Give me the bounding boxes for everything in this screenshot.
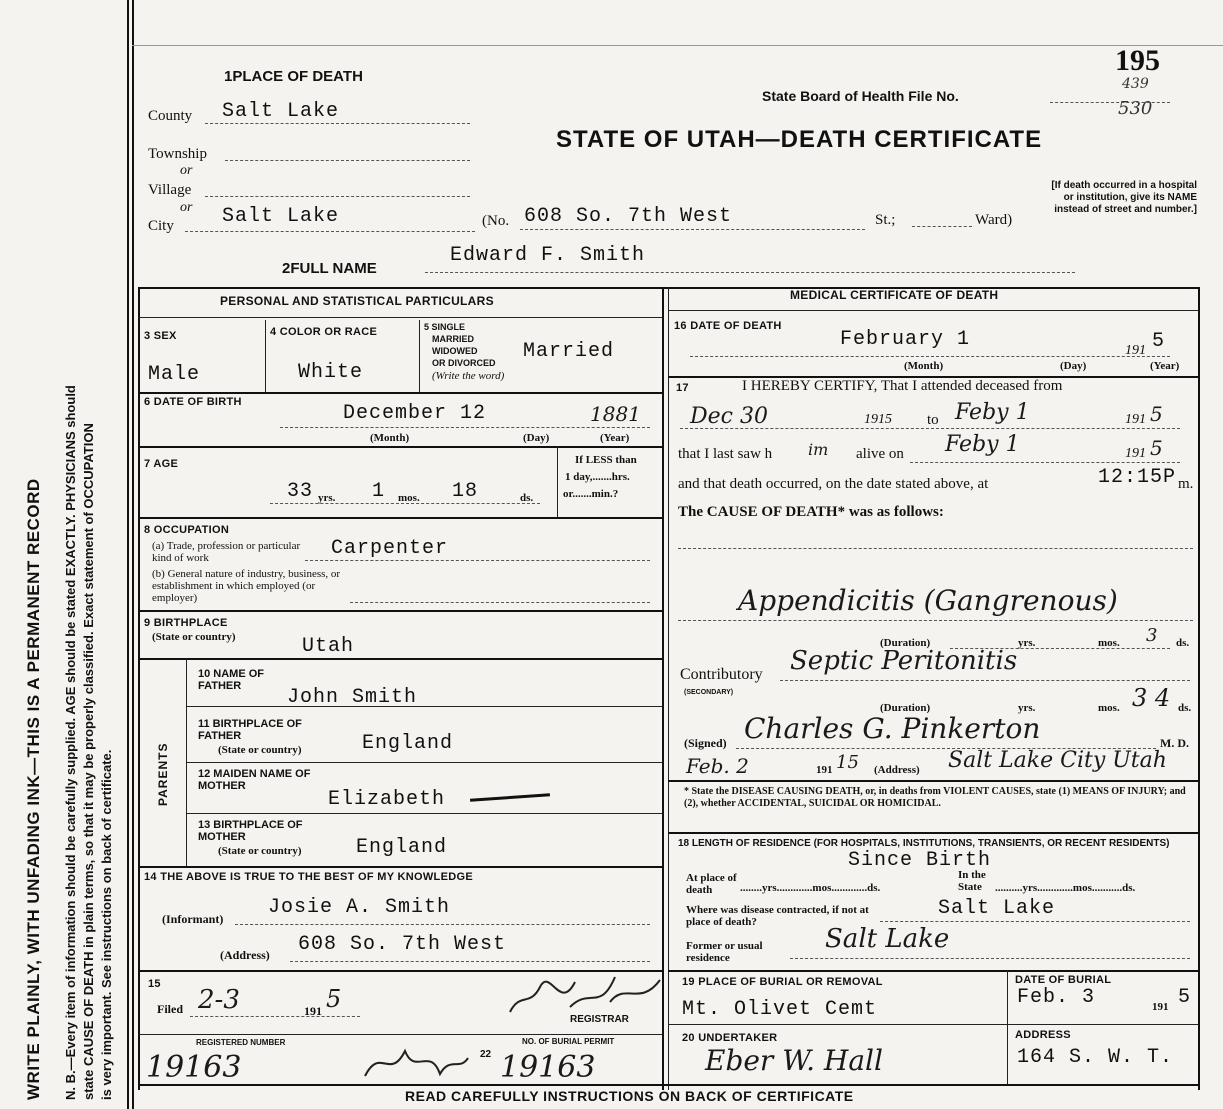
marital-label-1: 5 SINGLE bbox=[424, 322, 466, 332]
doctor-address-value: Salt Lake City Utah bbox=[948, 748, 1167, 773]
marital-label-3: WIDOWED bbox=[432, 346, 478, 356]
burial-permit-label: NO. OF BURIAL PERMIT bbox=[522, 1037, 615, 1046]
registered-number-label: REGISTERED NUMBER bbox=[196, 1038, 286, 1047]
registered-number-value: 19163 bbox=[146, 1050, 242, 1085]
dob-value: December 12 bbox=[343, 402, 487, 425]
former-residence-value: Salt Lake bbox=[825, 924, 950, 954]
attended-from: Dec 30 bbox=[690, 404, 768, 429]
signed-date: Feb. 2 bbox=[686, 754, 749, 778]
dob-year-note: (Year) bbox=[600, 432, 630, 444]
age-yrs-label: yrs. bbox=[318, 492, 336, 504]
duration2-days: 3 4 bbox=[1132, 684, 1171, 712]
ds-label-1: ds. bbox=[1176, 637, 1190, 649]
at-place-units: ........yrs.............mos.............ds. bbox=[740, 882, 881, 894]
secondary-label: (SECONDARY) bbox=[684, 689, 734, 696]
signed-value: Charles G. Pinkerton bbox=[744, 712, 1041, 745]
burial-date-value: Feb. 3 bbox=[1017, 986, 1096, 1009]
duration1-days: 3 bbox=[1146, 625, 1158, 646]
ds-label-2: ds. bbox=[1178, 702, 1192, 714]
less-than-3: or.......min.? bbox=[563, 488, 619, 500]
burial-place-value: Mt. Olivet Cemt bbox=[682, 998, 878, 1021]
mother-value: Elizabeth bbox=[328, 788, 446, 811]
personal-heading: PERSONAL AND STATISTICAL PARTICULARS bbox=[220, 294, 494, 308]
certificate-title: STATE OF UTAH—DEATH CERTIFICATE bbox=[556, 126, 1043, 153]
dob-label: 6 DATE OF BIRTH bbox=[144, 396, 242, 408]
marital-value: Married bbox=[523, 340, 615, 363]
margin-warning: WRITE PLAINLY, WITH UNFADING INK—THIS IS A PERMANENT RECORD bbox=[24, 478, 43, 1100]
age-mos-label: mos. bbox=[398, 492, 420, 504]
sex-label: 3 SEX bbox=[144, 330, 177, 342]
birthplace-sub: (State or country) bbox=[152, 631, 236, 643]
mother-bp-value: England bbox=[356, 836, 448, 859]
informant-label: (Informant) bbox=[162, 912, 224, 926]
residence-label: 18 LENGTH OF RESIDENCE (FOR HOSPITALS, INSTITUTIONS, TRANSIENTS, OR RECENT RESIDENTS) bbox=[678, 838, 1170, 849]
full-name-label: 2FULL NAME bbox=[282, 260, 377, 277]
last-saw-pronoun: im bbox=[808, 440, 829, 459]
file-number: 195 bbox=[1115, 44, 1160, 77]
contributory-label: Contributory bbox=[680, 666, 763, 683]
dod-year-label: 191 bbox=[1125, 343, 1146, 358]
dob-month-note: (Month) bbox=[370, 432, 410, 444]
address-label: (Address) bbox=[220, 948, 270, 962]
dob-day-note: (Day) bbox=[523, 432, 550, 444]
frame-left-double bbox=[127, 0, 129, 1109]
hospital-note: [If death occurred in a hospital or institution, give its NAME instead of street and number.] bbox=[1051, 180, 1197, 215]
where-contracted-value: Salt Lake bbox=[938, 897, 1056, 920]
filed-year: 5 bbox=[326, 985, 342, 1013]
marital-note: (Write the word) bbox=[432, 370, 505, 382]
burial-place-label: 19 PLACE OF BURIAL OR REMOVAL bbox=[682, 976, 883, 988]
father-bp-value: England bbox=[362, 732, 454, 755]
father-value: John Smith bbox=[287, 686, 418, 709]
certify-number: 17 bbox=[676, 382, 689, 394]
registered-scribble bbox=[360, 1036, 470, 1086]
medical-heading: MEDICAL CERTIFICATE OF DEATH bbox=[790, 288, 999, 302]
margin-note-2: state CAUSE OF DEATH in plain terms, so that it may be properly classified. Exact statement of OCCUPATION bbox=[81, 423, 96, 1100]
registrar-label: REGISTRAR bbox=[570, 1014, 629, 1025]
doctor-address-label: (Address) bbox=[874, 764, 920, 776]
dod-year: 5 bbox=[1152, 330, 1166, 353]
informant-value: Josie A. Smith bbox=[268, 896, 451, 919]
street-value: 608 So. 7th West bbox=[524, 205, 733, 228]
less-than-1: If LESS than bbox=[575, 454, 637, 466]
duration-label-1: (Duration) bbox=[880, 637, 931, 649]
mother-label: 12 MAIDEN NAME OF MOTHER bbox=[198, 768, 311, 792]
top-rule bbox=[132, 45, 1223, 46]
attended-from-year: 1915 bbox=[864, 412, 892, 427]
father-bp-label: 11 BIRTHPLACE OF FATHER bbox=[198, 718, 302, 742]
age-ds-label: ds. bbox=[520, 492, 534, 504]
signed-label: (Signed) bbox=[684, 736, 727, 750]
signed-year-label: 191 bbox=[816, 764, 833, 776]
mother-bp-sub: (State or country) bbox=[218, 845, 302, 857]
age-years: 33 bbox=[287, 480, 314, 503]
cause-value: Appendicitis (Gangrenous) bbox=[738, 584, 1118, 617]
burial-year-label: 191 bbox=[1152, 1001, 1169, 1013]
cause-label: The CAUSE OF DEATH* was as follows: bbox=[678, 504, 944, 520]
occupation-value: Carpenter bbox=[331, 537, 449, 560]
dod-day-note: (Day) bbox=[1060, 360, 1087, 372]
alive-on-value: Feby 1 bbox=[945, 432, 1020, 457]
yrs-label-1: yrs. bbox=[1018, 637, 1036, 649]
street-no-label: (No. bbox=[482, 213, 510, 229]
frame-left-double-2 bbox=[132, 0, 134, 1109]
occupation-a-note: (a) Trade, profession or particular kind of work bbox=[152, 540, 301, 564]
death-occurred-label: and that death occurred, on the date stated above, at bbox=[678, 476, 989, 492]
or-2: or bbox=[180, 200, 193, 215]
age-days: 18 bbox=[452, 480, 479, 503]
place-heading: 1PLACE OF DEATH bbox=[224, 68, 363, 85]
or-1: or bbox=[180, 163, 193, 178]
undertaker-value: Eber W. Hall bbox=[705, 1044, 883, 1077]
filed-value: 2-3 bbox=[198, 985, 240, 1015]
filed-number: 15 bbox=[148, 978, 161, 990]
former-residence-label: Former or usual residence bbox=[686, 940, 763, 964]
city-label: City bbox=[148, 218, 174, 234]
yrs-label-2: yrs. bbox=[1018, 702, 1036, 714]
duration-label-2: (Duration) bbox=[880, 702, 931, 714]
race-label: 4 COLOR OR RACE bbox=[270, 326, 378, 338]
burial-date-label: DATE OF BURIAL bbox=[1015, 974, 1112, 986]
burial-year: 5 bbox=[1178, 986, 1192, 1009]
where-contracted-label: Where was disease contracted, if not at place of death? bbox=[686, 904, 869, 928]
filed-year-label: 191 bbox=[304, 1004, 322, 1018]
contributory-value: Septic Peritonitis bbox=[790, 646, 1018, 676]
marital-label-2: MARRIED bbox=[432, 334, 474, 344]
residence-value: Since Birth bbox=[848, 849, 992, 872]
father-label: 10 NAME OF FATHER bbox=[198, 668, 265, 692]
grid-middle bbox=[662, 287, 664, 1090]
occupation-label: 8 OCCUPATION bbox=[144, 524, 230, 536]
alive-year: 5 bbox=[1150, 436, 1163, 460]
at-place-label: At place of death bbox=[686, 872, 737, 896]
mos-label-1: mos. bbox=[1098, 637, 1120, 649]
village-label: Village bbox=[148, 182, 192, 198]
alive-on-label: alive on bbox=[856, 446, 904, 462]
margin-note-1: N. B.—Every item of information should be carefully supplied. AGE should be stated EXACTLY. PHYSICIANS should bbox=[63, 385, 78, 1100]
filed-label: Filed bbox=[157, 1002, 183, 1016]
attended-to: Feby 1 bbox=[955, 400, 1030, 425]
death-time: 12:15P bbox=[1098, 466, 1177, 489]
occupation-b-note: (b) General nature of industry, business, or establishment in which employed (or employer) bbox=[152, 568, 341, 604]
age-months: 1 bbox=[372, 480, 386, 503]
sex-value: Male bbox=[148, 363, 201, 386]
cause-footnote: * State the DISEASE CAUSING DEATH, or, in deaths from VIOLENT CAUSES, state (1) MEANS OF INJURY; and (2), whether ACCIDENTAL, SUICIDAL OR HOMICIDAL. bbox=[684, 786, 1186, 809]
dob-year: 1881 bbox=[590, 402, 641, 426]
in-state-label: In the State bbox=[958, 869, 986, 893]
mos-label-2: mos. bbox=[1098, 702, 1120, 714]
footer-instructions: READ CAREFULLY INSTRUCTIONS ON BACK OF CERTIFICATE bbox=[405, 1088, 854, 1104]
marital-label-4: OR DIVORCED bbox=[432, 358, 496, 368]
death-time-suffix: m. bbox=[1178, 476, 1194, 492]
burial-permit-value: 19163 bbox=[500, 1050, 596, 1085]
county-value: Salt Lake bbox=[222, 100, 340, 123]
dod-year-note: (Year) bbox=[1150, 360, 1180, 372]
certify-text: I HEREBY CERTIFY, That I attended deceased from bbox=[742, 378, 1063, 394]
parents-label: PARENTS bbox=[156, 742, 170, 806]
ward-label: Ward) bbox=[975, 212, 1013, 228]
true-statement: 14 THE ABOVE IS TRUE TO THE BEST OF MY KNOWLEDGE bbox=[144, 871, 473, 883]
dod-month-note: (Month) bbox=[904, 360, 944, 372]
informant-address: 608 So. 7th West bbox=[298, 933, 507, 956]
file-number-label: State Board of Health File No. bbox=[762, 88, 959, 104]
age-label: 7 AGE bbox=[144, 458, 179, 470]
signed-year: 15 bbox=[836, 752, 859, 773]
attended-to-year-label: 191 bbox=[1125, 412, 1146, 427]
dod-value: February 1 bbox=[840, 328, 971, 351]
in-state-units: ..........yrs.............mos...........ds. bbox=[995, 882, 1136, 894]
mother-bp-label: 13 BIRTHPLACE OF MOTHER bbox=[198, 819, 303, 843]
attended-to-year: 5 bbox=[1150, 402, 1163, 426]
undertaker-label: 20 UNDERTAKER bbox=[682, 1032, 778, 1044]
st-label: St.; bbox=[875, 212, 896, 228]
city-value: Salt Lake bbox=[222, 205, 340, 228]
less-than-2: 1 day,.......hrs. bbox=[565, 471, 630, 483]
undertaker-address-value: 164 S. W. T. bbox=[1017, 1046, 1174, 1069]
race-value: White bbox=[298, 361, 364, 384]
mother-value-dash bbox=[470, 793, 550, 802]
township-label: Township bbox=[148, 146, 207, 162]
file-subnumber-2: 530 bbox=[1118, 98, 1153, 119]
file-subnumber: 439 bbox=[1122, 76, 1149, 92]
dod-label: 16 DATE OF DEATH bbox=[674, 320, 782, 332]
undertaker-address-label: ADDRESS bbox=[1015, 1029, 1071, 1041]
birthplace-label: 9 BIRTHPLACE bbox=[144, 617, 228, 629]
attended-to-label: to bbox=[927, 412, 939, 428]
county-label: County bbox=[148, 108, 193, 124]
full-name-value: Edward F. Smith bbox=[450, 244, 646, 267]
alive-year-label: 191 bbox=[1125, 446, 1146, 461]
burial-permit-num: 22 bbox=[480, 1049, 492, 1060]
last-saw-label: that I last saw h bbox=[678, 446, 773, 462]
birthplace-value: Utah bbox=[302, 635, 355, 658]
margin-note-3: is very important. See instructions on back of certificate. bbox=[99, 749, 114, 1100]
father-bp-sub: (State or country) bbox=[218, 744, 302, 756]
md-label: M. D. bbox=[1160, 736, 1189, 750]
